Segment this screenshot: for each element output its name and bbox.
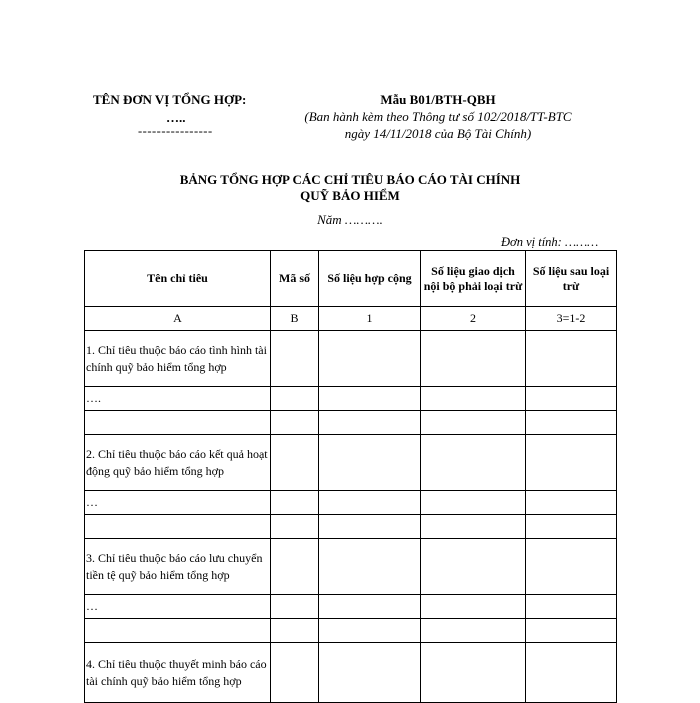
table-row: [85, 643, 617, 703]
unit-name-label: TÊN ĐƠN VỊ TỔNG HỢP:: [93, 92, 247, 107]
table-row: [85, 491, 617, 515]
code-cell: 3=1-2: [526, 307, 617, 331]
indicator-name-cell: …: [85, 491, 271, 515]
empty-cell: [526, 595, 617, 619]
code-cell: 1: [319, 307, 421, 331]
empty-cell: [526, 491, 617, 515]
empty-cell: [271, 515, 319, 539]
table-row: [85, 435, 617, 491]
empty-cell: [271, 435, 319, 491]
empty-cell: [319, 643, 421, 703]
empty-cell: [271, 643, 319, 703]
empty-cell: [319, 387, 421, 411]
empty-cell: [319, 331, 421, 387]
indicator-name-cell: [85, 411, 271, 435]
indicator-name-cell: 3. Chỉ tiêu thuộc báo cáo lưu chuyển tiền tệ quỹ bảo hiểm tổng hợp: [85, 539, 271, 595]
empty-cell: [421, 491, 526, 515]
report-year: Năm ……….: [317, 212, 383, 227]
empty-cell: [526, 411, 617, 435]
code-cell: A: [85, 307, 271, 331]
empty-cell: [526, 539, 617, 595]
empty-cell: [271, 411, 319, 435]
code-cell: 2: [421, 307, 526, 331]
unit-name-placeholder: …..: [166, 110, 186, 125]
table-header-row: [85, 251, 617, 307]
unit-name-underline: ----------------: [138, 124, 213, 138]
table-row: [85, 411, 617, 435]
indicator-name-cell: 2. Chỉ tiêu thuộc báo cáo kết quả hoạt động quỹ bảo hiểm tổng hợp: [85, 435, 271, 491]
empty-cell: [526, 435, 617, 491]
empty-cell: [526, 387, 617, 411]
empty-cell: [319, 435, 421, 491]
empty-cell: [421, 619, 526, 643]
empty-cell: [526, 331, 617, 387]
unit-of-measure: Đơn vị tính: ………: [501, 235, 599, 249]
issuance-note-line1: (Ban hành kèm theo Thông tư số 102/2018/TT-BTC: [304, 109, 572, 124]
empty-cell: [421, 643, 526, 703]
report-table: [84, 250, 617, 703]
empty-cell: [271, 491, 319, 515]
table-row: [85, 539, 617, 595]
issuance-note-line2: ngày 14/11/2018 của Bộ Tài Chính): [344, 126, 532, 141]
empty-cell: [319, 515, 421, 539]
empty-cell: [271, 539, 319, 595]
empty-cell: [526, 643, 617, 703]
table-row: [85, 331, 617, 387]
empty-cell: [319, 619, 421, 643]
table-code-row: [85, 307, 617, 331]
indicator-name-cell: ….: [85, 387, 271, 411]
empty-cell: [421, 435, 526, 491]
code-cell: B: [271, 307, 319, 331]
empty-cell: [271, 331, 319, 387]
empty-cell: [421, 411, 526, 435]
report-subtitle: QUỸ BẢO HIỂM: [300, 188, 400, 203]
table-row: [85, 515, 617, 539]
column-header-internal-transactions: Số liệu giao dịch nội bộ phải loại trừ: [421, 251, 526, 307]
column-header-indicator-name: Tên chỉ tiêu: [85, 251, 271, 307]
empty-cell: [271, 387, 319, 411]
empty-cell: [421, 331, 526, 387]
report-title: BẢNG TỔNG HỢP CÁC CHỈ TIÊU BÁO CÁO TÀI CHÍNH: [179, 172, 521, 187]
table-row: [85, 387, 617, 411]
indicator-name-cell: [85, 619, 271, 643]
column-header-after-elimination: Số liệu sau loại trừ: [526, 251, 617, 307]
empty-cell: [421, 595, 526, 619]
indicator-name-cell: 1. Chỉ tiêu thuộc báo cáo tình hình tài chính quỹ bảo hiểm tổng hợp: [85, 331, 271, 387]
empty-cell: [271, 595, 319, 619]
empty-cell: [526, 619, 617, 643]
indicator-name-cell: [85, 515, 271, 539]
column-header-aggregated: Số liệu hợp cộng: [319, 251, 421, 307]
table-row: [85, 619, 617, 643]
empty-cell: [319, 411, 421, 435]
indicator-name-cell: 4. Chỉ tiêu thuộc thuyết minh báo cáo tài chính quỹ bảo hiểm tổng hợp: [85, 643, 271, 703]
form-code: Mẫu B01/BTH-QBH: [380, 92, 496, 107]
empty-cell: [421, 387, 526, 411]
empty-cell: [526, 515, 617, 539]
empty-cell: [421, 515, 526, 539]
empty-cell: [271, 619, 319, 643]
empty-cell: [421, 539, 526, 595]
table-row: [85, 595, 617, 619]
indicator-name-cell: …: [85, 595, 271, 619]
empty-cell: [319, 595, 421, 619]
empty-cell: [319, 491, 421, 515]
empty-cell: [319, 539, 421, 595]
column-header-code: Mã số: [271, 251, 319, 307]
